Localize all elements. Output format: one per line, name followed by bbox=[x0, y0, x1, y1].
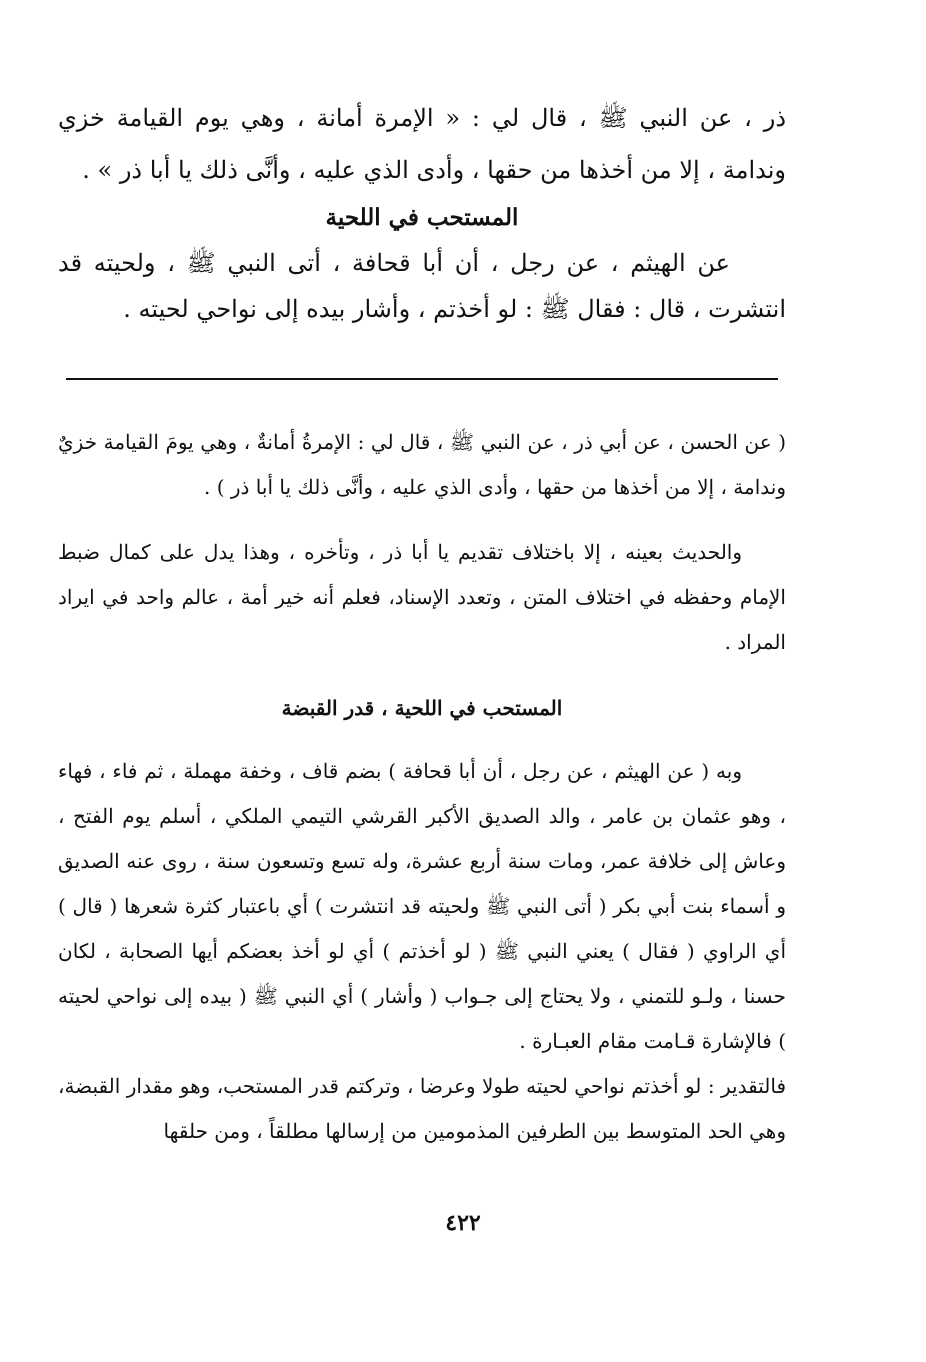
commentary-paragraph-4: فالتقدير : لو أخذتم نواحي لحيته طولا وعرضا ، وتركتم قدر المستحب، وهو مقدار القبضة، وهي الحد المتوسط بين الطرفين المذمومين من إرسالها مطلقاً ، ومن حلقها bbox=[58, 1074, 786, 1143]
hadith-paragraph: عن الهيثم ، عن رجل ، أن أبا قحافة ، أتى النبي ﷺ ، ولحيته قد انتشرت ، قال : فقال ﷺ : لو أخذتم ، وأشار بيده إلى نواحي لحيته . bbox=[58, 249, 786, 323]
commentary-paragraph-2: والحديث بعينه ، إلا باختلاف تقديم يا أبا ذر ، وتأخره ، وهذا يدل على كمال ضبط الإمام وحفظه في اختلاف المتن ، وتعدد الإسناد، فعلم أنه خير أمة ، عالم واحد في ايراد المراد . bbox=[58, 540, 786, 654]
hadith-heading: المستحب في اللحية bbox=[325, 204, 519, 231]
commentary-paragraph-3: وبه ( عن الهيثم ، عن رجل ، أن أبا قحافة ) بضم قاف ، وخفة مهملة ، ثم فاء ، فهاء ، وهو عثمان بن عامر ، والد الصديق الأكبر القرشي التيمي الملكي ، أسلم يوم الفتح ، وعاش إلى خلافة عمر، ومات سنة أربع عشرة، وله تسع وتسعون سنة ، روى عنه الصديق و أسماء بنت أبي بكر ( أتى النبي ﷺ ولحيته قد انتشرت ) أي باعتبار كثرة شعرها ( قال ) أي الراوي ( فقال ) يعني النبي ﷺ ( لو أخذتم ) أي لو أخذ بعضكم أيها الصحابة ، لكان حسنا ، ولـو للتمني ، ولا يحتاج إلى جـواب ( وأشار ) أي النبي ﷺ ( بيده إلى نواحي لحيته ) فالإشارة قـامت مقام العبـارة . bbox=[58, 759, 786, 1053]
commentary-paragraph-1: ( عن الحسن ، عن أبي ذر ، عن النبي ﷺ ، قال لي : الإمرةُ أمانةٌ ، وهي يومَ القيامة خزيٌ وندامة ، إلا من أخذها من حقها ، وأدى الذي عليه ، وأنَّى ذلك يا أبا ذر ) . bbox=[58, 430, 786, 499]
intro-block bbox=[58, 92, 786, 196]
commentary-section bbox=[58, 420, 786, 1154]
page-number: ٤٢٢ bbox=[445, 1210, 481, 1236]
paragraph-spacer bbox=[58, 510, 786, 530]
footnote-divider bbox=[66, 378, 778, 380]
main-text bbox=[58, 92, 786, 332]
section-heading: المستحب في اللحية ، قدر القبضة bbox=[281, 696, 563, 720]
intro-paragraph: ذر ، عن النبي ﷺ ، قال لي : « الإمرة أمانة ، وهي يوم القيامة خزي وندامة ، إلا من أخذها من حقها ، وأدى الذي عليه ، وأنَّى ذلك يا أبا ذر » . bbox=[58, 104, 786, 184]
